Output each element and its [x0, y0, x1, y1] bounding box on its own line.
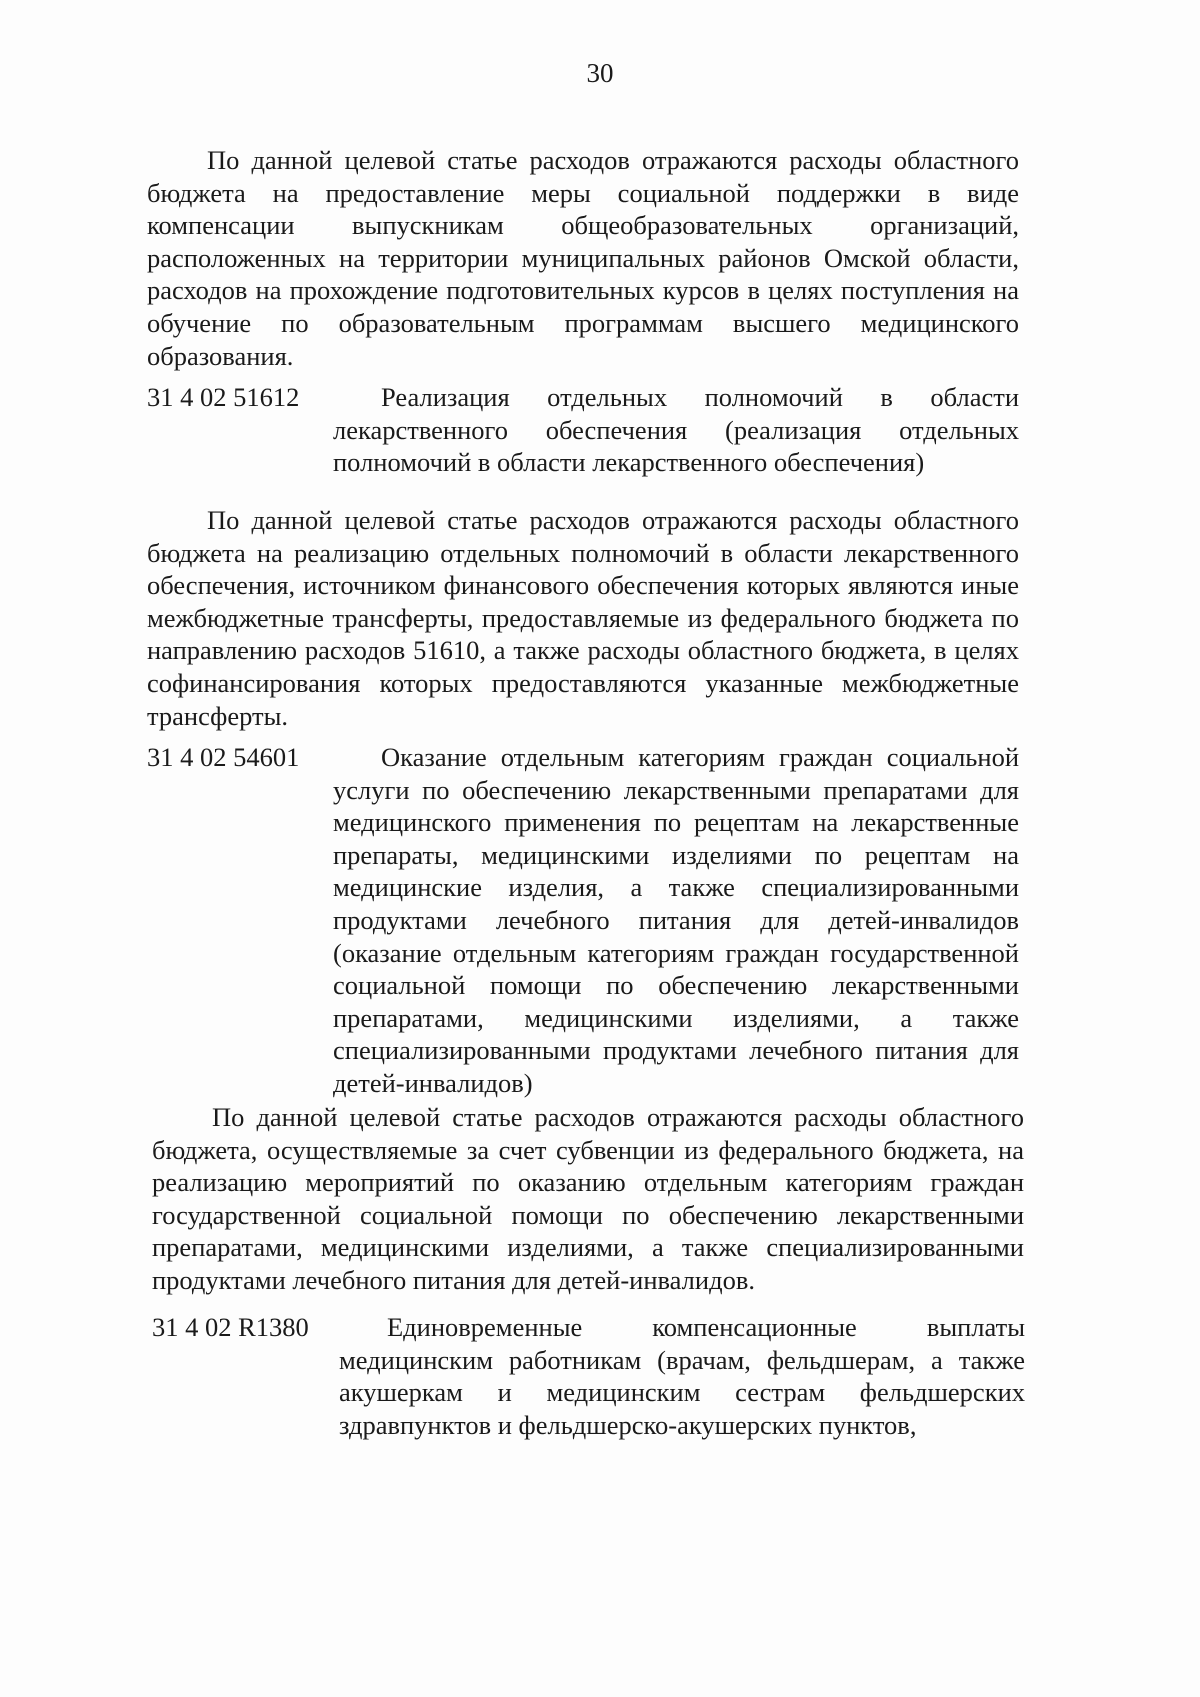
paragraph-1: По данной целевой статье расходов отражаются расходы областного бюджета на предоставление меры социальной поддержки в виде компенсации выпускникам общеобразовательных организаций, расположенных на территории муниципальных районов Омской области, расходов на прохождение подготовительных курсов в целях поступления на обучение по образовательным программам высшего медицинского образования. [147, 145, 1019, 371]
entry-code-2: 31 4 02 54601 [147, 742, 300, 772]
entry-code-1: 31 4 02 51612 [147, 382, 300, 412]
paragraph-3: По данной целевой статье расходов отражаются расходы областного бюджета, осуществляемые за счет субвенции из федерального бюджета, на реализацию мероприятий по оказанию отдельным категориям граждан государственной социальной помощи по обеспечению лекарственными препаратами, медицинскими изделиями, а также специализированными продуктами лечебного питания для детей-инвалидов. [152, 1102, 1024, 1295]
entry-description-3: Единовременные компенсационные выплаты медицинским работникам (врачам, фельдшерам, а также акушеркам и медицинским сестрам фельдшерских здравпунктов и фельдшерско-акушерских пунктов, [339, 1312, 1025, 1440]
paragraph-2: По данной целевой статье расходов отражаются расходы областного бюджета на реализацию отдельных полномочий в области лекарственного обеспечения, источником финансового обеспечения которых являются иные межбюджетные трансферты, предоставляемые из федерального бюджета по направлению расходов 51610, а также расходы областного бюджета, в целях софинансирования которых предоставляются указанные межбюджетные трансферты. [147, 505, 1019, 731]
page-number: 30 [586, 58, 614, 88]
entry-code-3: 31 4 02 R1380 [152, 1312, 309, 1342]
entry-description-2: Оказание отдельным категориям граждан социальной услуги по обеспечению лекарственными препаратами для медицинского применения по рецептам на лекарственные препараты, медицинскими изделиями по рецептам на медицинские изделия, а также специализированными продуктами лечебного питания для детей-инвалидов (оказание отдельным категориям граждан государственной социальной помощи по обеспечению лекарственными препаратами, медицинскими изделиями, а также специализированными продуктами лечебного питания для детей-инвалидов) [333, 742, 1019, 1098]
entry-description-1: Реализация отдельных полномочий в области лекарственного обеспечения (реализация отдельных полномочий в области лекарственного обеспечения) [333, 382, 1019, 478]
